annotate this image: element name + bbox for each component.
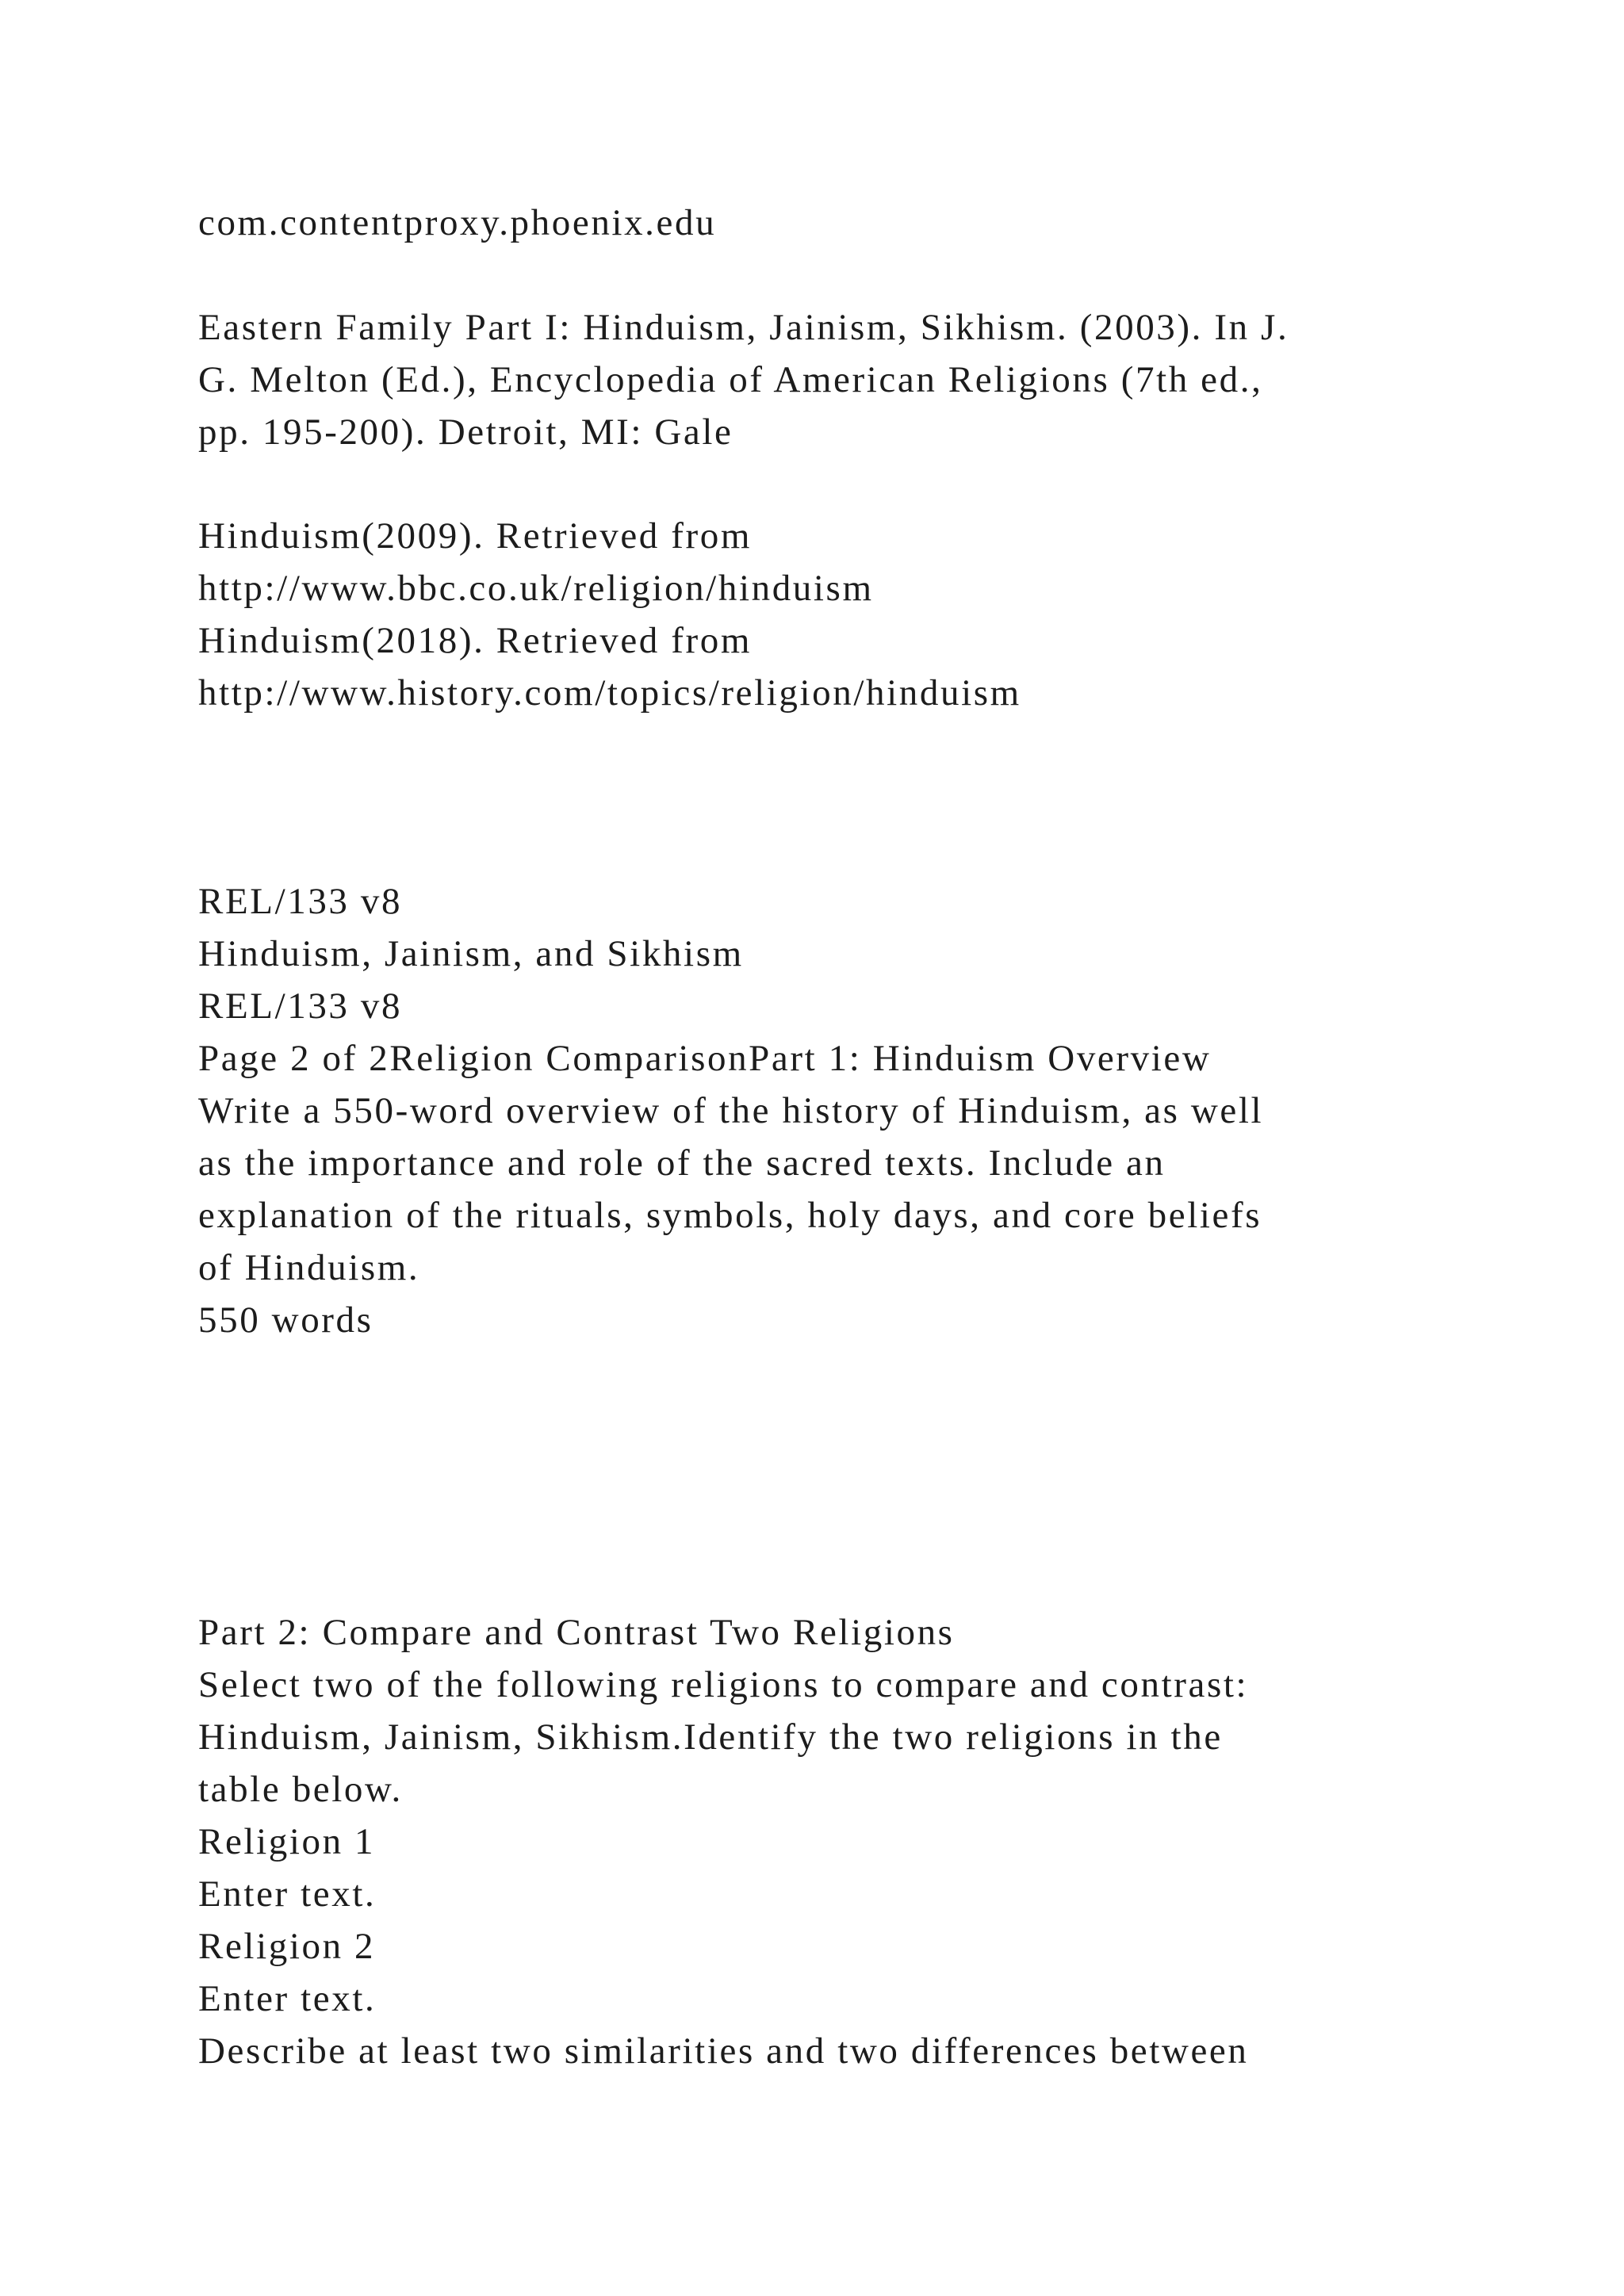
part1-text-line: explanation of the rituals, symbols, holy days, and core beliefs: [198, 1195, 1262, 1236]
reference-line: G. Melton (Ed.), Encyclopedia of American Religions (7th ed.,: [198, 359, 1263, 400]
reference-line: Hinduism(2009). Retrieved from: [198, 515, 753, 557]
part1-heading-line: Page 2 of 2Religion ComparisonPart 1: Hinduism Overview: [198, 1038, 1212, 1079]
religion-1-label: Religion 1: [198, 1821, 376, 1862]
reference-line: http://www.history.com/topics/religion/hinduism: [198, 672, 1021, 714]
references-block: [198, 197, 1467, 249]
references-citation-2: [198, 510, 1467, 719]
reference-line: Hinduism(2018). Retrieved from: [198, 620, 753, 661]
references-citation-1: [198, 301, 1467, 458]
reference-line: http://www.bbc.co.uk/religion/hinduism: [198, 568, 874, 609]
religion-2-label: Religion 2: [198, 1926, 376, 1967]
part1-text-line: Write a 550-word overview of the history of Hinduism, as well: [198, 1090, 1264, 1131]
reference-line: com.contentproxy.phoenix.edu: [198, 202, 717, 243]
part2-section: [198, 1606, 1467, 2077]
part2-text-line: Describe at least two similarities and two differences between: [198, 2030, 1249, 2072]
part1-section: [198, 1032, 1467, 1346]
course-code: REL/133 v8: [198, 881, 403, 922]
course-title: Hinduism, Jainism, and Sikhism: [198, 933, 744, 974]
part1-word-count: 550 words: [198, 1299, 373, 1341]
religion-1-input[interactable]: Enter text.: [198, 1873, 377, 1915]
part2-heading: Part 2: Compare and Contrast Two Religions: [198, 1612, 955, 1653]
part2-text-line: table below.: [198, 1769, 403, 1810]
reference-line: Eastern Family Part I: Hinduism, Jainism, Sikhism. (2003). In J.: [198, 307, 1289, 348]
part1-text-line: as the importance and role of the sacred texts. Include an: [198, 1142, 1166, 1184]
part1-text-line: of Hinduism.: [198, 1247, 420, 1288]
religion-2-input[interactable]: Enter text.: [198, 1978, 377, 2019]
part2-text-line: Hinduism, Jainism, Sikhism.Identify the two religions in the: [198, 1716, 1223, 1758]
part2-text-line: Select two of the following religions to compare and contrast:: [198, 1664, 1249, 1705]
course-header: [198, 875, 1467, 1032]
reference-line: pp. 195-200). Detroit, MI: Gale: [198, 411, 733, 453]
course-code: REL/133 v8: [198, 985, 403, 1027]
